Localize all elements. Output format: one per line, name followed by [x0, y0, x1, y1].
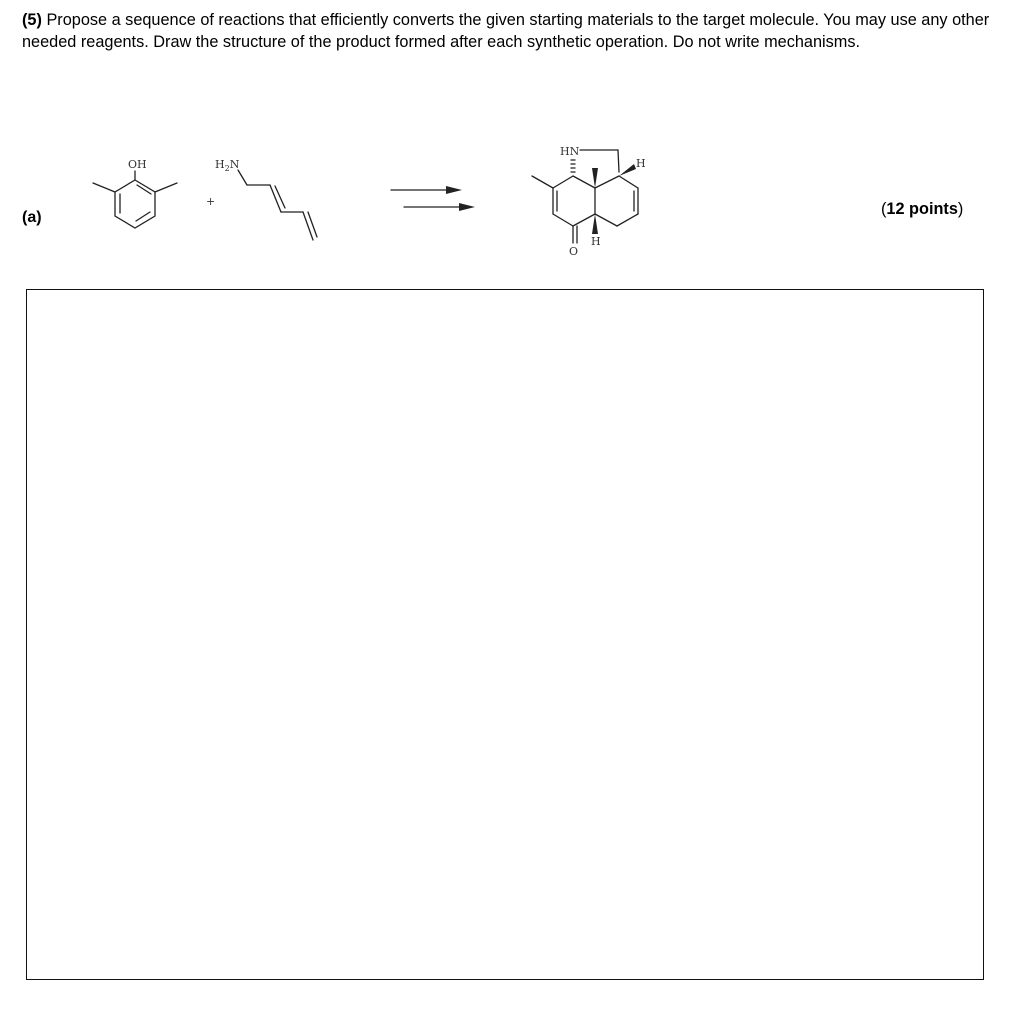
- plus-sign: +: [206, 195, 216, 208]
- answer-box[interactable]: [26, 289, 984, 980]
- starting-material-dienylamine: [215, 158, 317, 240]
- amine-label: $H_2N$: [215, 158, 240, 173]
- target-molecule: [532, 145, 646, 258]
- question-text: Propose a sequence of reactions that efficiently converts the given starting materials to the target molecule. You may use any other needed reagents. Draw the structure of the product formed after each synthetic operation. Do not write mechanisms.: [22, 11, 990, 51]
- carbonyl-o-label: O: [569, 245, 579, 258]
- hydroxyl-label: OH: [128, 158, 147, 171]
- starting-material-phenol: [93, 158, 177, 228]
- reaction-scheme: [0, 130, 1012, 270]
- points-label: (12 points): [881, 200, 964, 218]
- ring-fusion-h-label: H: [591, 235, 601, 248]
- bridgehead-h-label: H: [636, 157, 646, 170]
- amine-nh-label: HN: [560, 145, 580, 158]
- reaction-arrow: [391, 186, 475, 211]
- part-label: (a): [22, 209, 42, 226]
- question-number: (5): [22, 11, 42, 29]
- points-value: 12 points: [886, 200, 958, 218]
- question-prompt: [22, 9, 997, 53]
